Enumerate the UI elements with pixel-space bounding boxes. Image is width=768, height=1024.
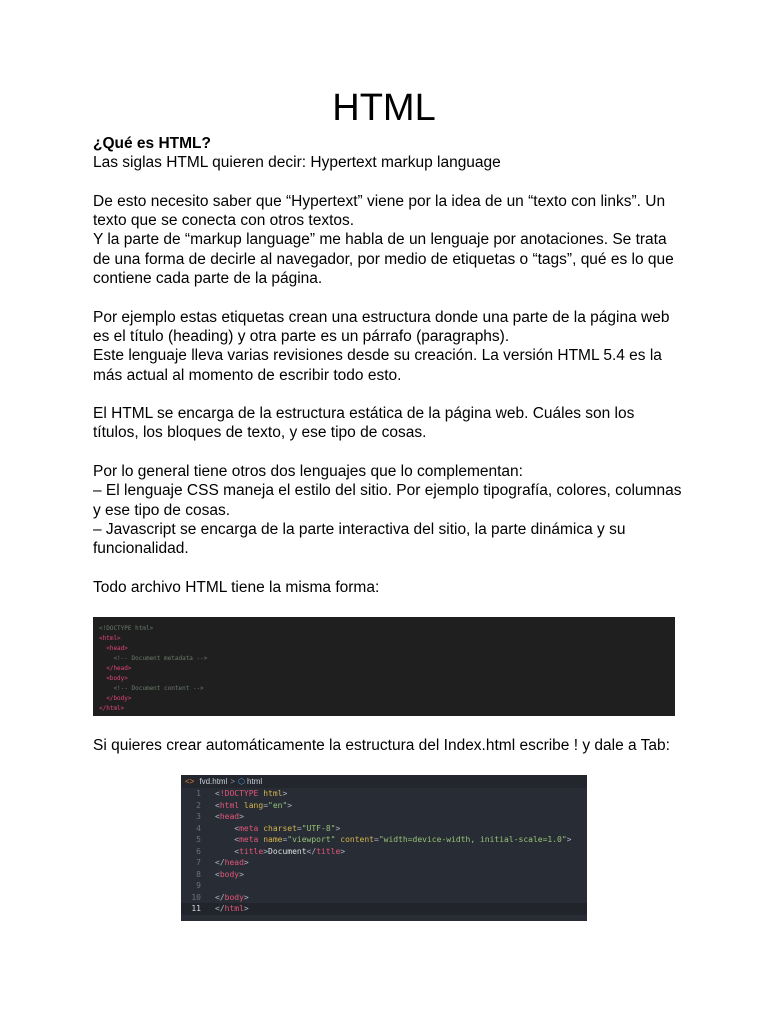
document-body [93, 134, 683, 597]
code-line-current: 11 </html> [181, 903, 587, 915]
code-line: <body> [99, 675, 128, 682]
chevron-right-icon: > [230, 777, 236, 786]
page-title: HTML [332, 87, 436, 129]
code-editor-screenshot [181, 775, 587, 921]
element-icon: ⬡ [238, 777, 246, 786]
paragraph: Las siglas HTML quieren decir: Hypertext markup language [93, 154, 501, 172]
code-line: 4 <meta charset="UTF-8"> [196, 823, 341, 833]
code-line: 8 <body> [196, 869, 244, 879]
code-line: </body> [99, 695, 132, 702]
paragraph: De esto necesito saber que “Hypertext” viene por la idea de un “texto con links”. Un texto que se conecta con otros textos. [93, 192, 666, 230]
paragraph: Por ejemplo estas etiquetas crean una estructura donde una parte de la página web es el título (heading) y otra parte es un párrafo (paragraphs). [93, 308, 670, 345]
code-line: <!-- Document content --> [99, 685, 204, 692]
code-line: <!DOCTYPE html> [99, 625, 154, 632]
editor-breadcrumb [181, 775, 587, 788]
code-line: 1 <!DOCTYPE html> [196, 789, 288, 798]
code-line: 9 [196, 881, 201, 890]
code-line: </html> [99, 705, 125, 712]
code-line: <html> [99, 635, 121, 642]
paragraph: Si quieres crear automáticamente la estructura del Index.html escribe ! y dale a Tab: [93, 737, 670, 754]
code-line: 7 </head> [196, 858, 249, 867]
paragraph: Este lenguaje lleva varias revisiones desde su creación. La versión HTML 5.4 es la más actual al momento de escribir todo esto. [93, 347, 662, 384]
breadcrumb-item: html [247, 777, 263, 786]
paragraph: – El lenguaje CSS maneja el estilo del sitio. Por ejemplo tipografía, colores, columnas y ese tipo de cosas. [93, 482, 682, 519]
paragraph: Todo archivo HTML tiene la misma forma: [93, 578, 380, 596]
code-line: 2 <html lang="en"> [196, 800, 293, 810]
paragraph: – Javascript se encarga de la parte interactiva del sitio, la parte dinámica y su funcionalidad. [93, 520, 626, 558]
code-line: 6 <title>Document</title> [196, 846, 346, 856]
paragraph: Y la parte de “markup language” me habla de un lenguaje por anotaciones. Se trata de una forma de decirle al navegador, por medio de etiquetas o “tags”, qué es lo que contiene cada parte de la página. [93, 231, 674, 288]
section-heading: ¿Qué es HTML? [93, 135, 211, 152]
html-file-icon: <> [185, 777, 195, 786]
code-line: 5 <meta name="viewport" content="width=device-width, initial-scale=1.0"> [196, 835, 572, 844]
code-line: </head> [99, 665, 132, 672]
paragraph: Por lo general tiene otros dos lenguajes que lo complementan: [93, 463, 523, 481]
code-line: 3 <head> [196, 812, 244, 821]
code-block-structure [93, 617, 675, 716]
code-line: <head> [99, 645, 128, 652]
paragraph: El HTML se encarga de la estructura estática de la página web. Cuáles son los títulos, los bloques de texto, y ese tipo de cosas. [93, 405, 635, 442]
breadcrumb-file: fvd.html [199, 777, 228, 786]
code-line: 10 </body> [191, 892, 249, 902]
code-line: <!-- Document metadata --> [99, 655, 208, 662]
